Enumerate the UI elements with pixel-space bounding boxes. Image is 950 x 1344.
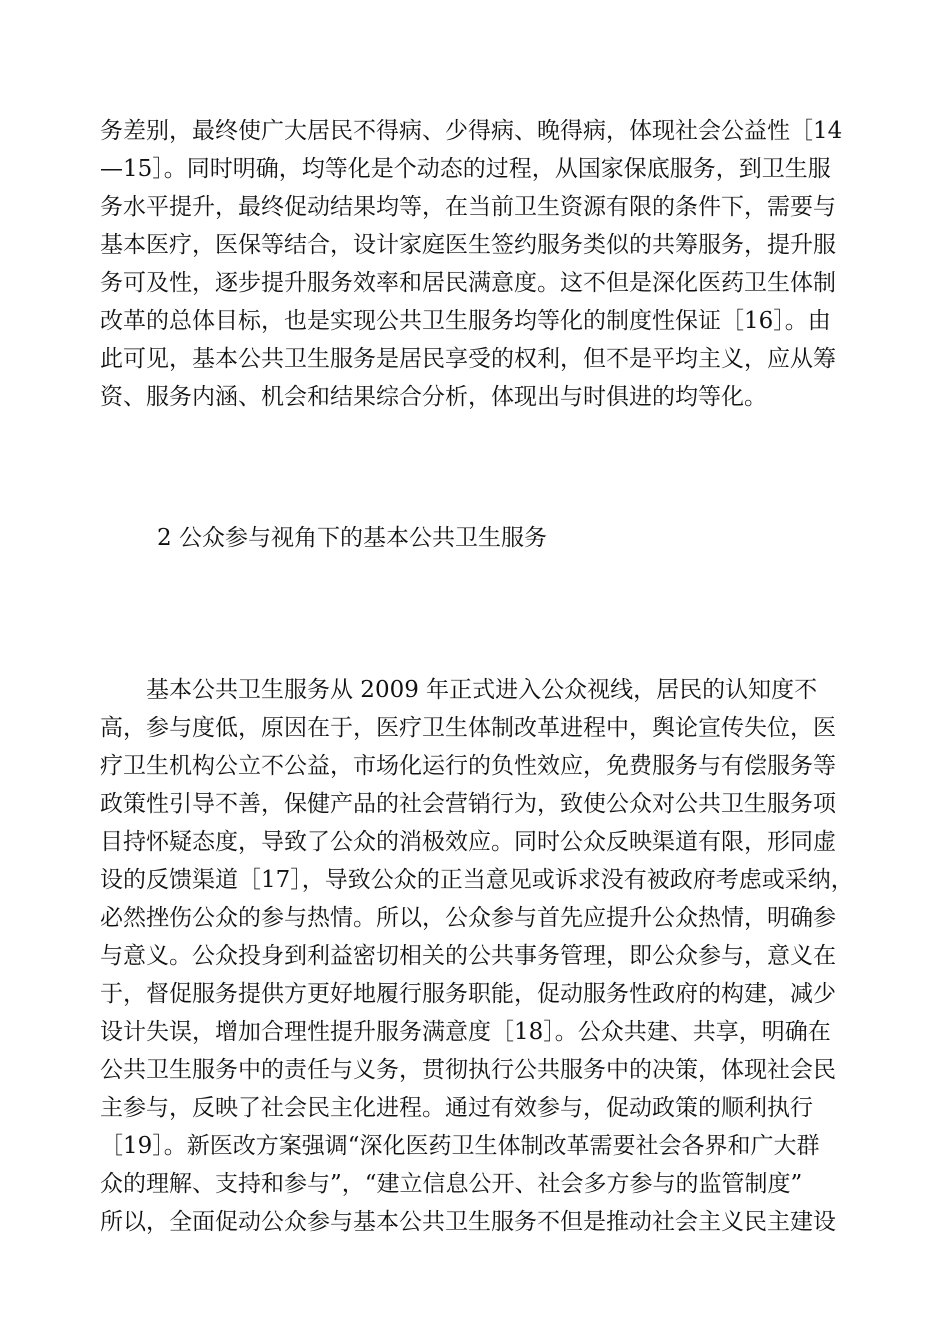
text-line: 此可见，基本公共卫生服务是居民享受的权利，但不是平均主义，应从筹	[100, 346, 836, 372]
section-heading: 2 公众参与视角下的基本公共卫生服务	[157, 525, 547, 551]
text-line: 疗卫生机构公立不公益，市场化运行的负性效应，免费服务与有偿服务等	[100, 753, 836, 779]
text-line: 基本医疗，医保等结合，设计家庭医生签约服务类似的共筹服务，提升服	[100, 232, 836, 258]
text-line: 务差别，最终使广大居民不得病、少得病、晚得病，体现社会公益性［14	[100, 118, 843, 144]
text-line: 高，参与度低，原因在于，医疗卫生体制改革进程中，舆论宣传失位，医	[100, 715, 836, 741]
text-line: 设的反馈渠道［17］，导致公众的正当意见或诉求没有被政府考虑或采纳，	[100, 867, 854, 893]
text-line: 改革的总体目标，也是实现公共卫生服务均等化的制度性保证［16］。由	[100, 308, 831, 334]
text-line: 众的理解、支持和参与”，“建立信息公开、社会多方参与的监管制度”	[100, 1171, 803, 1197]
text-line: 与意义。公众投身到利益密切相关的公共事务管理，即公众参与，意义在	[100, 943, 836, 969]
text-line: 务水平提升，最终促动结果均等，在当前卫生资源有限的条件下，需要与	[100, 194, 836, 220]
text-line: 务可及性，逐步提升服务效率和居民满意度。这不但是深化医药卫生体制	[100, 270, 836, 296]
text-line: 政策性引导不善，保健产品的社会营销行为，致使公众对公共卫生服务项	[100, 791, 836, 817]
text-line: 所以，全面促动公众参与基本公共卫生服务不但是推动社会主义民主建设	[100, 1209, 836, 1235]
paragraph-equalization	[100, 112, 860, 416]
text-line: 主参与，反映了社会民主化进程。通过有效参与，促动政策的顺利执行	[100, 1095, 813, 1121]
text-line: ［19］。新医改方案强调“深化医药卫生体制改革需要社会各界和广大群	[100, 1133, 820, 1159]
text-line: —15］。同时明确，均等化是个动态的过程，从国家保底服务，到卫生服	[100, 156, 831, 182]
text-line: 设计失误，增加合理性提升服务满意度［18］。公众共建、共享，明确在	[100, 1019, 831, 1045]
text-line: 资、服务内涵、机会和结果综合分析，体现出与时俱进的均等化。	[100, 384, 767, 410]
paragraph-public-participation	[100, 671, 860, 1241]
text-line: 于，督促服务提供方更好地履行服务职能，促动服务性政府的构建，减少	[100, 981, 836, 1007]
text-line: 基本公共卫生服务从 2009 年正式进入公众视线，居民的认知度不	[100, 677, 818, 703]
text-line: 公共卫生服务中的责任与义务，贯彻执行公共服务中的决策，体现社会民	[100, 1057, 836, 1083]
text-line: 目持怀疑态度，导致了公众的消极效应。同时公众反映渠道有限，形同虚	[100, 829, 836, 855]
text-line: 必然挫伤公众的参与热情。所以，公众参与首先应提升公众热情，明确参	[100, 905, 836, 931]
